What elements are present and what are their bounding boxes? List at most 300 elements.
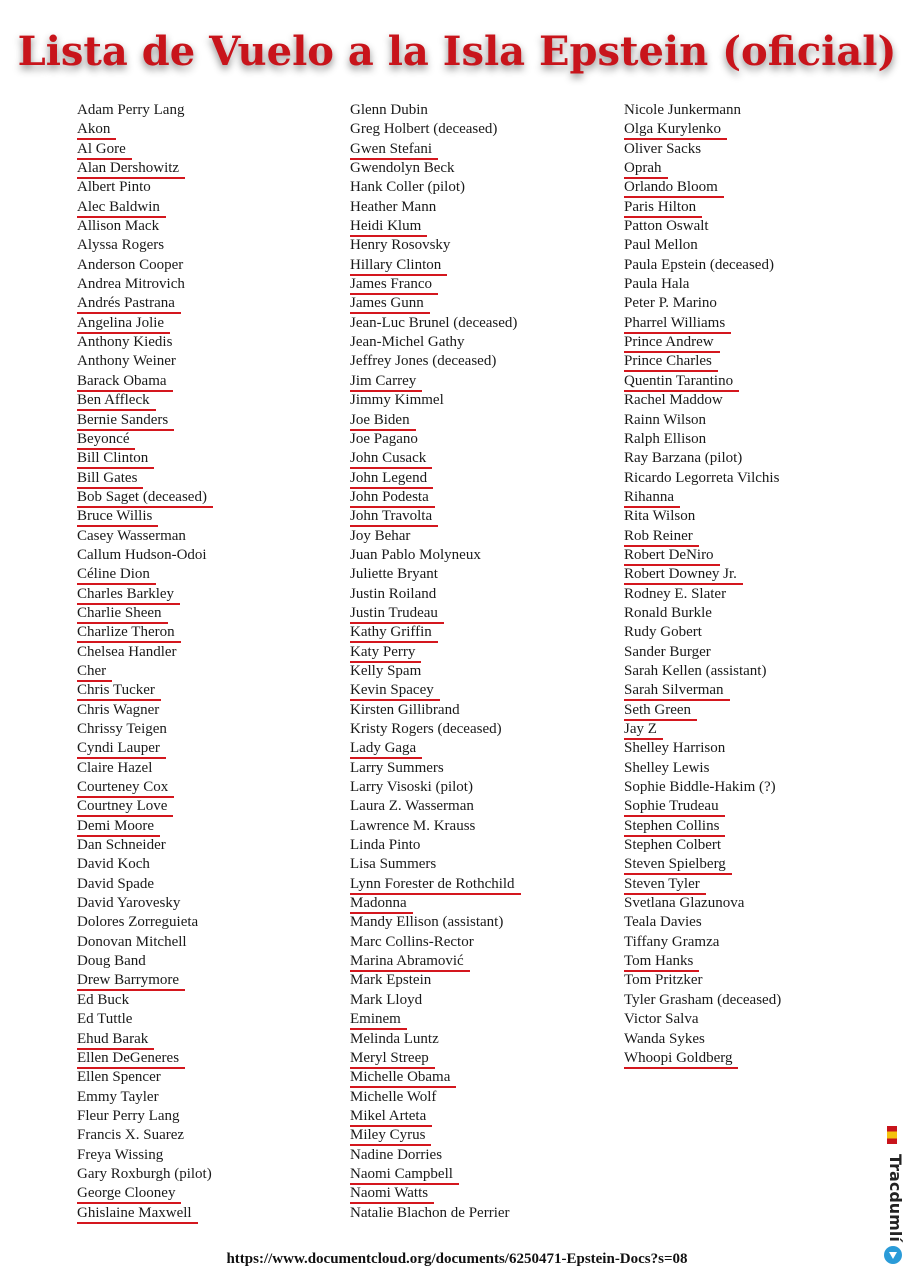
list-item [77,1010,213,1029]
underlined-name: Al Gore [77,141,132,160]
name: Glenn Dubin [350,102,428,118]
name: Dolores Zorreguieta [77,914,199,931]
underlined-name: Steven Tyler [624,876,706,895]
list-item [350,120,521,139]
name: Rainn Wilson [624,411,707,428]
underlined-name: Cher [77,663,112,682]
name: Sophie Biddle-Hakim (?) [624,779,776,796]
list-item [624,101,781,120]
name: Andrea Mitrovich [77,276,185,293]
source-url[interactable]: https://www.documentcloud.org/documents/6250471-Epstein-Docs?s=08 [226,1251,688,1267]
name: Ed Buck [77,991,130,1008]
list-item [350,507,521,526]
list-item [77,933,213,952]
list-item [624,1049,781,1068]
list-item [350,198,521,217]
list-item [350,101,521,120]
name: Laura Z. Wasserman [350,798,474,815]
watermark-text: Tracdumlí [886,1154,905,1242]
list-item [77,836,213,855]
list-item [350,294,521,313]
underlined-name: Katy Perry [350,644,421,663]
list-item [624,604,781,623]
name: Mark Lloyd [350,991,423,1008]
underlined-name: Bruce Willis [77,508,158,527]
underlined-name: James Gunn [350,295,430,314]
list-item [350,662,521,681]
name: Shelley Harrison [624,740,726,757]
underlined-name: Steven Spielberg [624,856,732,875]
name: Oliver Sacks [624,140,702,157]
list-item [624,739,781,758]
underlined-name: Bill Clinton [77,450,154,469]
underlined-name: Sophie Trudeau [624,798,725,817]
underlined-name: Andrés Pastrana [77,295,181,314]
list-item [350,643,521,662]
underlined-name: Heidi Klum [350,218,427,237]
list-item [77,159,213,178]
name: David Yarovesky [77,895,181,912]
list-item [624,817,781,836]
list-item [350,720,521,739]
list-item [350,391,521,410]
spain-flag-icon [887,1126,897,1144]
list-item [624,933,781,952]
name: Gary Roxburgh (pilot) [77,1165,212,1182]
name: Joe Pagano [350,430,418,447]
underlined-name: Stephen Collins [624,818,725,837]
list-item [350,159,521,178]
list-item [624,585,781,604]
list-item [77,855,213,874]
list-item [77,1165,213,1184]
name: Mandy Ellison (assistant) [350,914,504,931]
list-item [77,1204,213,1223]
name: Rita Wilson [624,508,696,525]
underlined-name: Barack Obama [77,373,173,392]
list-item [77,623,213,642]
list-item [350,546,521,565]
underlined-name: Quentin Tarantino [624,373,739,392]
list-item [350,855,521,874]
name: Teala Davies [624,914,702,931]
underlined-name: Olga Kurylenko [624,121,727,140]
telegram-icon [884,1246,902,1264]
underlined-name: Charlie Sheen [77,605,168,624]
underlined-name: Cyndi Lauper [77,740,166,759]
list-item [350,333,521,352]
name: Larry Visoski (pilot) [350,779,473,796]
name: Albert Pinto [77,179,151,196]
list-item [77,411,213,430]
list-item [350,217,521,236]
underlined-name: Rob Reiner [624,528,699,547]
list-item [350,352,521,371]
list-item [624,217,781,236]
name: David Koch [77,856,150,873]
list-item [77,817,213,836]
name: Wanda Sykes [624,1030,705,1047]
list-item [624,256,781,275]
list-item [77,391,213,410]
underlined-name: Robert DeNiro [624,547,720,566]
list-item [77,778,213,797]
name: Anthony Weiner [77,353,176,370]
underlined-name: Angelina Jolie [77,315,170,334]
list-item [624,140,781,159]
underlined-name: Tom Hanks [624,953,699,972]
list-item [350,604,521,623]
name: Lisa Summers [350,856,437,873]
list-item [350,952,521,971]
underlined-name: Rihanna [624,489,680,508]
name: Kelly Spam [350,662,422,679]
list-item [350,585,521,604]
underlined-name: Naomi Watts [350,1185,434,1204]
name: Ricardo Legorreta Vilchis [624,469,780,486]
name: Justin Roiland [350,585,437,602]
list-item [350,623,521,642]
list-item [350,178,521,197]
list-item [350,797,521,816]
name: Heather Mann [350,198,437,215]
list-item [77,140,213,159]
list-item [350,469,521,488]
underlined-name: Drew Barrymore [77,972,185,991]
list-item [350,236,521,255]
list-item [77,1049,213,1068]
list-item [624,623,781,642]
list-item [350,1184,521,1203]
underlined-name: Whoopi Goldberg [624,1050,738,1069]
list-item [77,759,213,778]
name: Anderson Cooper [77,256,184,273]
list-item [624,913,781,932]
name: Adam Perry Lang [77,102,185,118]
list-item [624,314,781,333]
underlined-name: Paris Hilton [624,199,702,218]
underlined-name: Marina Abramović [350,953,470,972]
name: Linda Pinto [350,837,421,854]
list-item [350,411,521,430]
list-item [350,701,521,720]
list-item [350,1126,521,1145]
list-item [624,894,781,913]
name: Chris Wagner [77,701,160,718]
list-item [77,1088,213,1107]
name: Jimmy Kimmel [350,392,444,409]
list-item [77,875,213,894]
list-item [77,565,213,584]
underlined-name: Charlize Theron [77,624,181,643]
list-item [624,352,781,371]
name: Kristy Rogers (deceased) [350,721,502,737]
list-item [350,1165,521,1184]
list-item [77,1146,213,1165]
list-item [77,681,213,700]
list-item [624,991,781,1010]
name: Freya Wissing [77,1146,164,1163]
underlined-name: Ben Affleck [77,392,156,411]
name: Donovan Mitchell [77,933,187,950]
name: Juliette Bryant [350,566,438,583]
underlined-name: Alec Baldwin [77,199,166,218]
list-item [624,952,781,971]
list-item [77,275,213,294]
list-item [77,604,213,623]
underlined-name: Charles Barkley [77,586,180,605]
name-column-1 [77,101,213,1223]
list-item [77,101,213,120]
underlined-name: Akon [77,121,116,140]
name: Claire Hazel [77,759,153,776]
underlined-name: Bernie Sanders [77,412,174,431]
underlined-name: Madonna [350,895,413,914]
name: Paula Hala [624,276,690,293]
underlined-name: George Clooney [77,1185,181,1204]
underlined-name: Jim Carrey [350,373,422,392]
name: Natalie Blachon de Perrier [350,1204,510,1221]
name: Emmy Tayler [77,1088,159,1105]
list-item [350,565,521,584]
name: Stephen Colbert [624,837,722,854]
name: Henry Rosovsky [350,237,451,254]
underlined-name: Courteney Cox [77,779,174,798]
name: Larry Summers [350,759,444,776]
name: Jeffrey Jones (deceased) [350,353,497,370]
name: Hank Coller (pilot) [350,179,465,196]
name: Shelley Lewis [624,759,710,776]
watermark-logo [881,1118,907,1268]
page-title: Lista de Vuelo a la Isla Epstein (oficial) [17,28,897,75]
list-item [624,1030,781,1049]
underlined-name: Naomi Campbell [350,1166,459,1185]
list-item [350,1049,521,1068]
underlined-name: Eminem [350,1011,407,1030]
list-item [624,643,781,662]
name: Alyssa Rogers [77,237,165,254]
underlined-name: James Franco [350,276,438,295]
name: Anthony Kiedis [77,334,173,351]
list-item [77,739,213,758]
name: Sander Burger [624,643,711,660]
name: Sarah Kellen (assistant) [624,662,767,679]
list-item [77,1184,213,1203]
underlined-name: Gwen Stefani [350,141,438,160]
list-item [77,333,213,352]
list-item [77,1030,213,1049]
list-item [350,488,521,507]
name: Victor Salva [624,1011,699,1028]
underlined-name: John Legend [350,470,433,489]
list-item [77,720,213,739]
name: Paula Epstein (deceased) [624,256,774,273]
name: Chrissy Teigen [77,721,167,737]
list-item [350,817,521,836]
list-item [624,797,781,816]
name: Tom Pritzker [624,972,703,989]
list-item [624,527,781,546]
list-item [624,275,781,294]
list-item [77,585,213,604]
list-item [624,372,781,391]
list-item [624,333,781,352]
list-item [350,1030,521,1049]
list-item [77,217,213,236]
list-item [350,140,521,159]
name: Paul Mellon [624,237,698,254]
list-item [624,778,781,797]
list-item [77,198,213,217]
underlined-name: Sarah Silverman [624,682,730,701]
list-item [77,314,213,333]
list-item [77,913,213,932]
list-item [350,739,521,758]
list-item [624,120,781,139]
list-item [77,236,213,255]
list-item [77,971,213,990]
name: Ronald Burkle [624,604,712,621]
list-item [77,469,213,488]
name: Joy Behar [350,527,411,544]
list-item [350,372,521,391]
list-item [77,178,213,197]
underlined-name: Seth Green [624,702,697,721]
list-item [350,1088,521,1107]
underlined-name: Justin Trudeau [350,605,444,624]
underlined-name: Oprah [624,160,668,179]
underlined-name: Miley Cyrus [350,1127,431,1146]
underlined-name: Meryl Streep [350,1050,435,1069]
list-item [624,681,781,700]
underlined-name: John Travolta [350,508,438,527]
name: Doug Band [77,953,146,970]
name: Dan Schneider [77,837,166,854]
list-item [350,430,521,449]
list-item [77,991,213,1010]
list-item [350,1068,521,1087]
underlined-name: Beyoncé [77,431,135,450]
name: David Spade [77,875,155,892]
underlined-name: Courtney Love [77,798,173,817]
name: Mark Epstein [350,972,432,989]
name: Fleur Perry Lang [77,1107,180,1124]
list-item [77,701,213,720]
name: Tyler Grasham (deceased) [624,991,782,1008]
underlined-name: Demi Moore [77,818,160,837]
underlined-name: Lady Gaga [350,740,422,759]
name: Gwendolyn Beck [350,160,455,177]
list-item [624,294,781,313]
underlined-name: Ehud Barak [77,1031,154,1050]
list-item [624,971,781,990]
name: Svetlana Glazunova [624,895,745,912]
list-item [77,430,213,449]
list-item [77,894,213,913]
name: Rudy Gobert [624,624,702,641]
list-item [624,469,781,488]
underlined-name: Alan Dershowitz [77,160,185,179]
name: Kirsten Gillibrand [350,701,460,718]
name: Lawrence M. Krauss [350,817,476,834]
list-item [350,933,521,952]
underlined-name: Michelle Obama [350,1069,456,1088]
name: Peter P. Marino [624,295,717,312]
name: Nadine Dorries [350,1146,443,1163]
underlined-name: Pharrel Williams [624,315,731,334]
list-item [624,720,781,739]
name-column-3 [624,101,781,1068]
underlined-name: Jay Z [624,721,663,740]
list-item [350,1204,521,1223]
list-item [624,449,781,468]
underlined-name: Bob Saget (deceased) [77,489,213,508]
list-item [350,449,521,468]
list-item [350,894,521,913]
list-item [350,971,521,990]
underlined-name: Kathy Griffin [350,624,438,643]
list-item [77,294,213,313]
name: Melinda Luntz [350,1030,439,1047]
underlined-name: John Cusack [350,450,432,469]
name: Ray Barzana (pilot) [624,450,743,467]
name: Francis X. Suarez [77,1127,185,1144]
list-item [624,411,781,430]
list-item [350,527,521,546]
underlined-name: Ellen DeGeneres [77,1050,185,1069]
list-item [624,546,781,565]
list-item [624,391,781,410]
name: Patton Oswalt [624,218,709,235]
list-item [624,662,781,681]
list-item [624,488,781,507]
underlined-name: John Podesta [350,489,435,508]
underlined-name: Mikel Arteta [350,1108,432,1127]
list-item [77,1126,213,1145]
list-item [77,1107,213,1126]
name: Jean-Michel Gathy [350,334,465,351]
list-item [350,778,521,797]
name: Ellen Spencer [77,1069,161,1086]
name: Callum Hudson-Odoi [77,546,207,563]
name: Rodney E. Slater [624,585,727,602]
name: Marc Collins-Rector [350,933,474,950]
list-item [350,836,521,855]
list-item [77,797,213,816]
list-item [624,875,781,894]
list-item [77,952,213,971]
list-item [77,120,213,139]
list-item [624,430,781,449]
name-column-2 [350,101,521,1223]
list-item [77,507,213,526]
list-item [77,352,213,371]
list-item [350,314,521,333]
list-item [77,1068,213,1087]
list-item [77,256,213,275]
underlined-name: Lynn Forester de Rothchild [350,876,521,895]
list-item [624,855,781,874]
list-item [77,527,213,546]
name: Ed Tuttle [77,1011,133,1028]
list-item [77,662,213,681]
list-item [350,1010,521,1029]
list-item [77,643,213,662]
list-item [350,1146,521,1165]
list-item [350,275,521,294]
list-item [624,836,781,855]
name: Nicole Junkermann [624,102,742,118]
